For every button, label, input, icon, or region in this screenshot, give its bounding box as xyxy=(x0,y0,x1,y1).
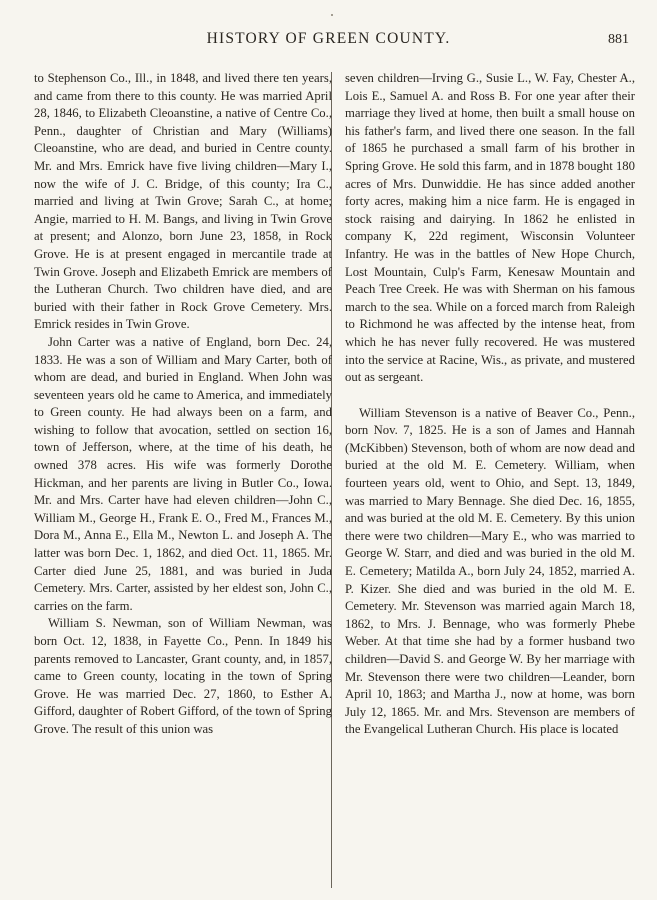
page-speck xyxy=(331,14,333,16)
paragraph-william-newman: William S. Newman, son of William Newman, was born Oct. 12, 1838, in Fayette Co., Penn. In 1849 his parents removed to Lancaster, Grant county, and, in 1857, came to Green county, locating in the town of Spring Grove. He was married Dec. 27, 1860, to Esther A. Gifford, daughter of Robert Gifford, of the town of Spring Grove. The result of this union was xyxy=(34,616,332,736)
paragraph-john-carter: John Carter was a native of England, born Dec. 24, 1833. He was a son of William and Mary Carter, both of whom are dead, and buried in England. When John was seventeen years old he came to America, and immediately to Green county. He had always been on a farm, and wishing to follow that avocation, settled on section 16, town of Jefferson, where, at the time of his death, he owned 378 acres. His wife was formerly Dorothe Hickman, and her parents are living in Butler Co., Iowa. Mr. and Mrs. Carter have had eleven children—John C., William M., George H., Frank E. O., Fred M., Frances M., Dora M., Anna E., Ella M., Newton L. and Joseph A. The latter was born Dec. 1, 1862, and died Oct. 11, 1865. Mr. Carter died June 25, 1881, and was buried in Juda Cemetery. Mrs. Carter, assisted by her eldest son, John C., carries on the farm. xyxy=(34,334,332,613)
running-title: HISTORY OF GREEN COUNTY. xyxy=(206,30,451,47)
paragraph-newman-continued: seven children—Irving G., Susie L., W. Fay, Chester A., Lois E., Samuel A. and Ross B. For one year after their marriage they lived at home, then built a small house on his father's farm, and lived there one season. In the fall of 1865 he purchased a small farm of his brother in Spring Grove. He sold this farm, and in 1878 bought 180 acres of Mrs. Dunwiddie. He has since added another forty acres, making him a nice farm. He is engaged in stock raising and dairying. In 1862 he enlisted in company K, 22d regiment, Wisconsin Volunteer Infantry. He was in the battles of New Hope Church, Lost Mountain, Culp's Farm, Kenesaw Mountain and Peach Tree Creek. He was with Sherman on his famous march to the sea. While on a forced march from Raleigh to Richmond he was affected by the intense heat, from which he has never fully recovered. He was mustered into the service at Racine, Wis., as private, and mustered out as sergeant. xyxy=(345,71,635,385)
right-column xyxy=(345,70,635,739)
page-number: 881 xyxy=(608,32,629,47)
left-column xyxy=(34,70,332,739)
paragraph-william-stevenson: William Stevenson is a native of Beaver Co., Penn., born Nov. 7, 1825. He is a son of James and Hannah (McKibben) Stevenson, both of whom are now dead and buried at the old M. E. Cemetery. William, when fourteen years old, went to Ohio, and Sept. 13, 1849, was married to Mary Bennage. She died Dec. 16, 1855, and was buried at the old M. E. Cemetery. By this union there were two children—Mary E., who was married to George W. Starr, and died and was buried in the old M. E. Cemetery; Matilda A., born July 24, 1852, married A. P. Kizer. She died and was buried in the old M. E. Cemetery. Mr. Stevenson was married again March 18, 1862, to Mrs. J. Bennage, who was formerly Phebe Weber. At that time she had by a former husband two children—David S. and George W. By her marriage with Mr. Stevenson there were two children—Leander, born April 10, 1863; and Martha J., now at home, was born July 12, 1865. Mr. and Mrs. Stevenson are members of the Evangelical Lutheran Church. His place is located xyxy=(345,405,635,737)
paragraph-emrick-continued: to Stephenson Co., Ill., in 1848, and lived there ten years, and came from there to this county. He was married April 28, 1846, to Elizabeth Cleoanstine, a native of Centre Co., Penn., daughter of Christian and Mary (Williams) Cleoanstine, who are dead, and buried in Centre county. Mr. and Mrs. Emrick have five living children—Mary I., now the wife of J. C. Bridge, of this county; Ira C., married and living at Twin Grove; Sarah C., at home; Angie, married to H. M. Bangs, and living in Twin Grove at present; and Alonzo, born June 23, 1858, in Rock Grove. He is at present engaged in mercantile trade at Twin Grove. Joseph and Elizabeth Emrick are members of the Lutheran Church. Two children have died, and are buried with their father in Rock Grove Cemetery. Mrs. Emrick resides in Twin Grove. xyxy=(34,71,332,332)
page-header xyxy=(0,30,657,54)
